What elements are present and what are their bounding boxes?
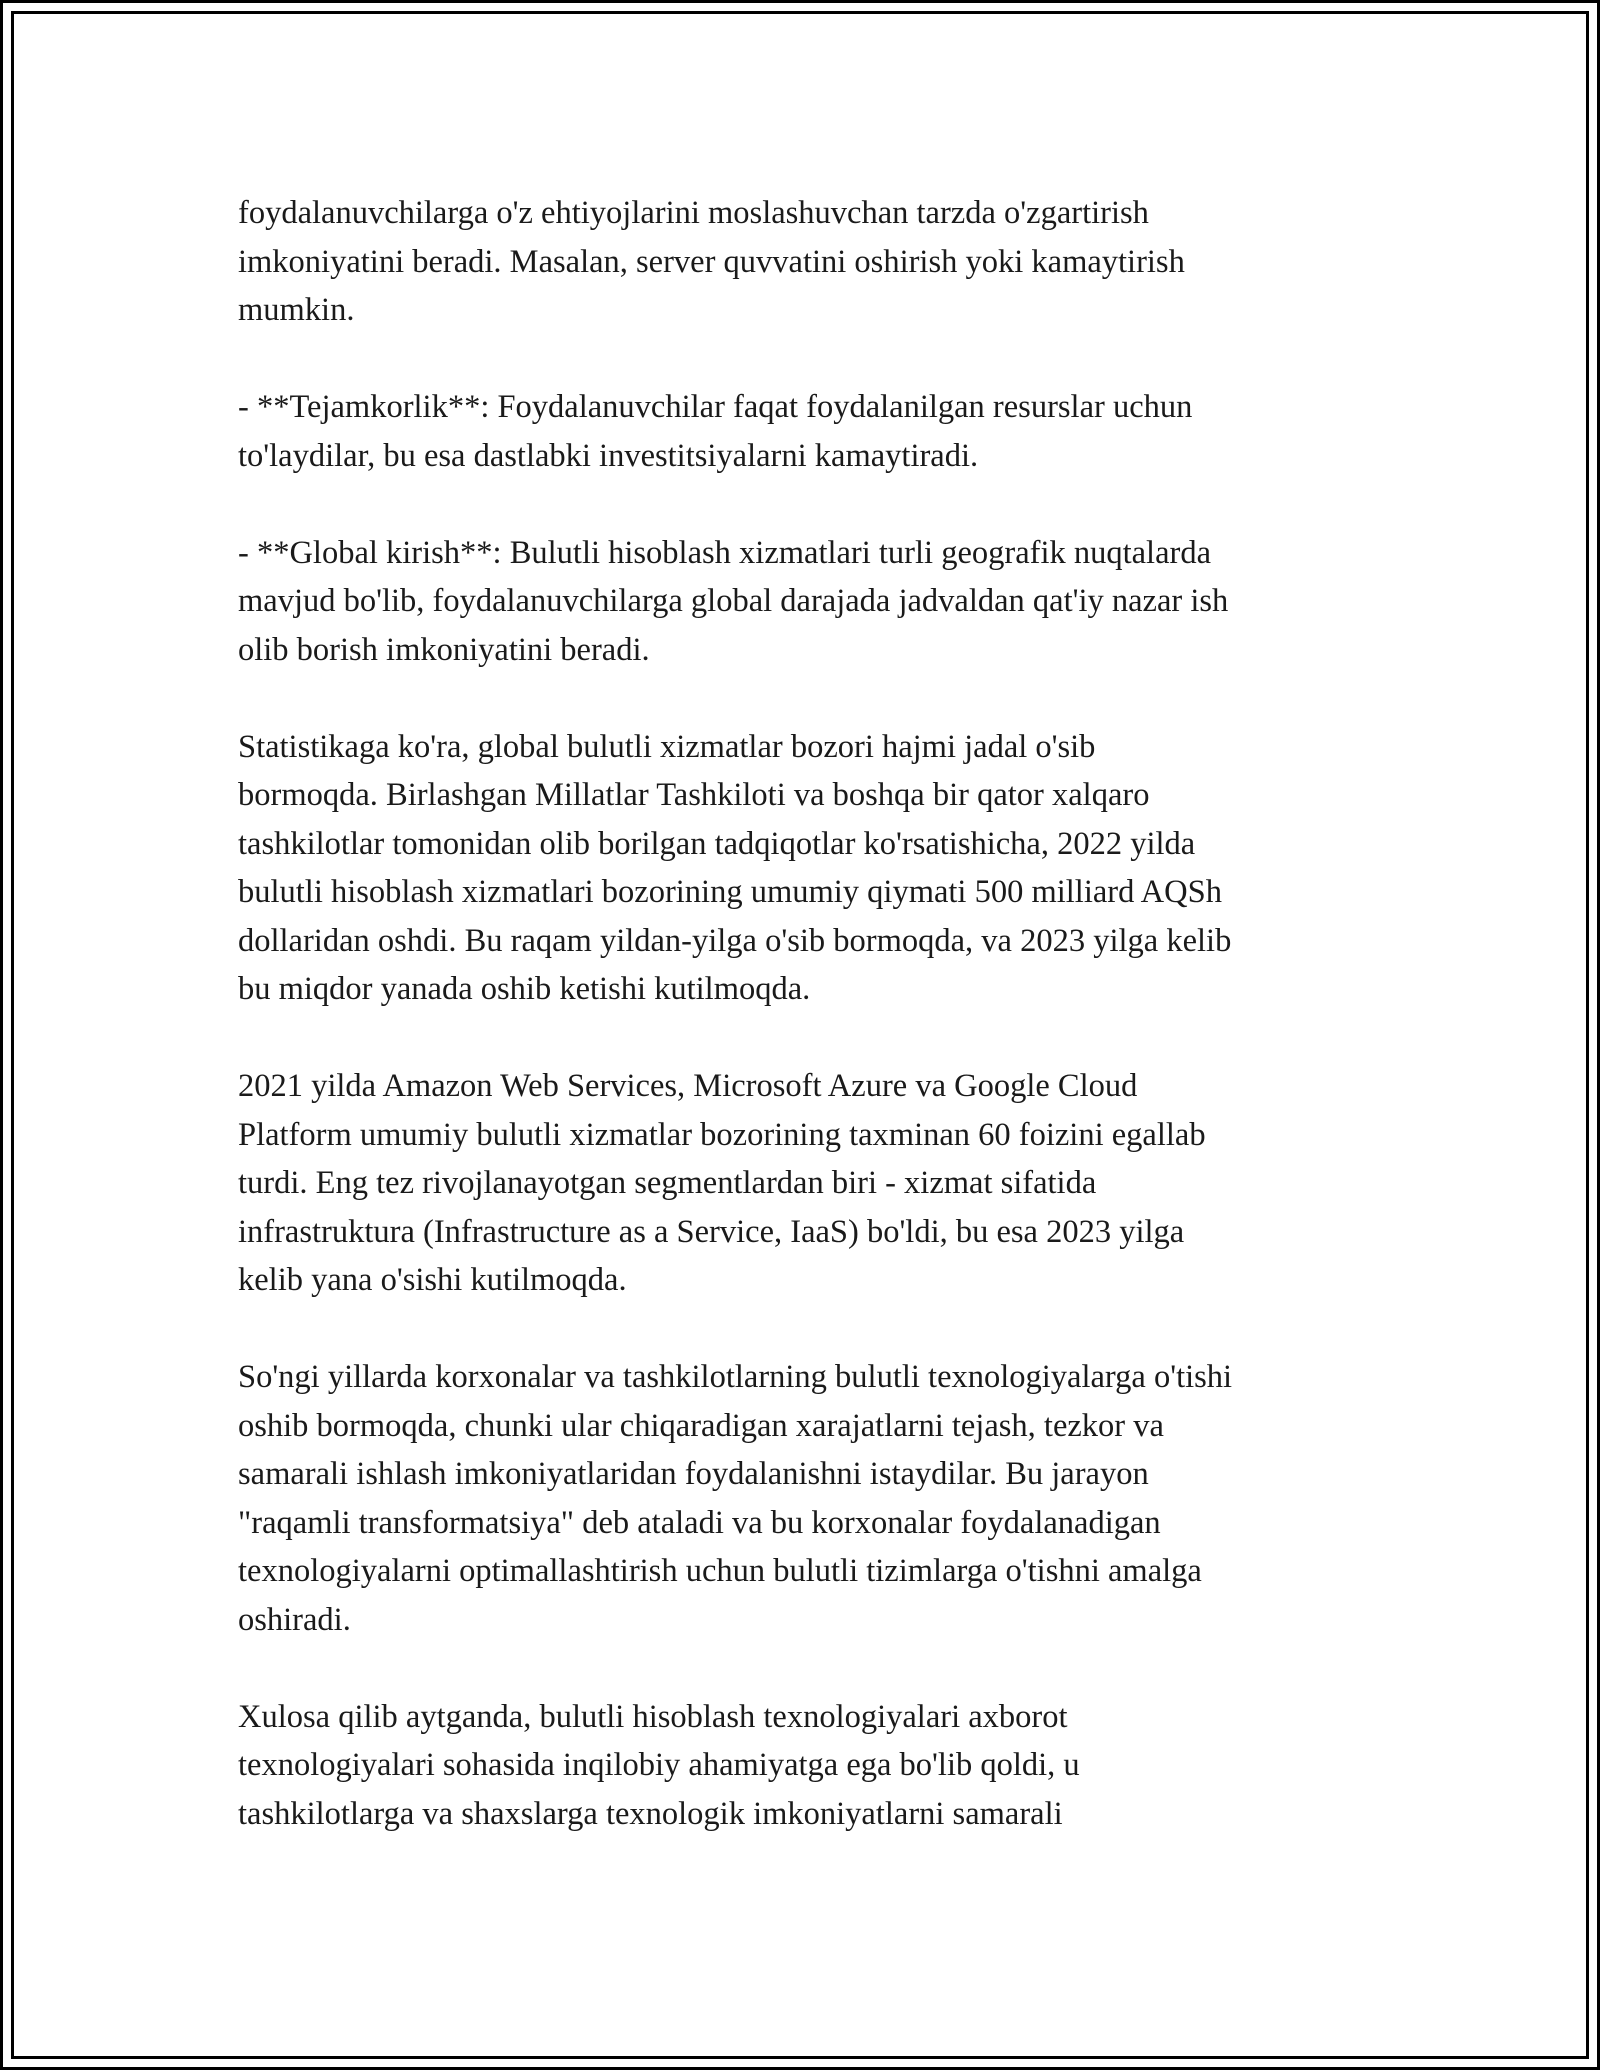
paragraph-market-statistics: Statistikaga ko'ra, global bulutli xizmatlar bozori hajmi jadal o'sib bormoqda. Birlashgan Millatlar Tashkiloti va boshqa bir qator xalqaro tashkilotlar tomonidan olib borilgan tadqiqotlar ko'rsatishicha, 2022 yilda bulutli hisoblash xizmatlari bozorining umumiy qiymati 500 milliard AQSh dollaridan oshdi. Bu raqam yildan-yilga o'sib bormoqda, va 2023 yilga kelib bu miqdor yanada oshib ketishi kutilmoqda. (238, 728, 1232, 1007)
paragraph-cost-efficiency: - **Tejamkorlik**: Foydalanuvchilar faqat foydalanilgan resurslar uchun to'laydilar, bu esa dastlabki investitsiyalarni kamaytiradi. (238, 389, 1193, 474)
paragraph-global-access: - **Global kirish**: Bulutli hisoblash xizmatlari turli geografik nuqtalarda mavjud bo'lib, foydalanuvchilarga global darajada jadvaldan qat'iy nazar ish olib borish imkoniyatini beradi. (238, 534, 1229, 668)
paragraph-digital-transformation: So'ngi yillarda korxonalar va tashkilotlarning bulutli texnologiyalarga o'tishi oshib bormoqda, chunki ular chiqaradigan xarajatlarni tejash, tezkor va samarali ishlash imkoniyatlaridan foydalanishni istaydilar. Bu jarayon "raqamli transformatsiya" deb ataladi va bu korxonalar foydalanadigan texnologiyalarni optimallashtirish uchun bulutli tizimlarga o'tishni amalga oshiradi. (238, 1359, 1233, 1638)
paragraph-market-leaders: 2021 yilda Amazon Web Services, Microsoft Azure va Google Cloud Platform umumiy bulutli xizmatlar bozorining taxminan 60 foizini egallab turdi. Eng tez rivojlanayotgan segmentlardan biri - xizmat sifatida infrastruktura (Infrastructure as a Service, IaaS) bo'ldi, bu esa 2023 yilga kelib yana o'sishi kutilmoqda. (238, 1068, 1206, 1298)
paragraph-conclusion: Xulosa qilib aytganda, bulutli hisoblash texnologiyalari axborot texnologiyalari sohasida inqilobiy ahamiyatga ega bo'lib qoldi, u tashkilotlarga va shaxslarga texnologik imkoniyatlarni samarali (238, 1698, 1080, 1832)
document-body (238, 189, 1378, 1838)
paragraph-flexibility-continuation: foydalanuvchilarga o'z ehtiyojlarini moslashuvchan tarzda o'zgartirish imkoniyatini beradi. Masalan, server quvvatini oshirish yoki kamaytirish mumkin. (238, 195, 1185, 328)
